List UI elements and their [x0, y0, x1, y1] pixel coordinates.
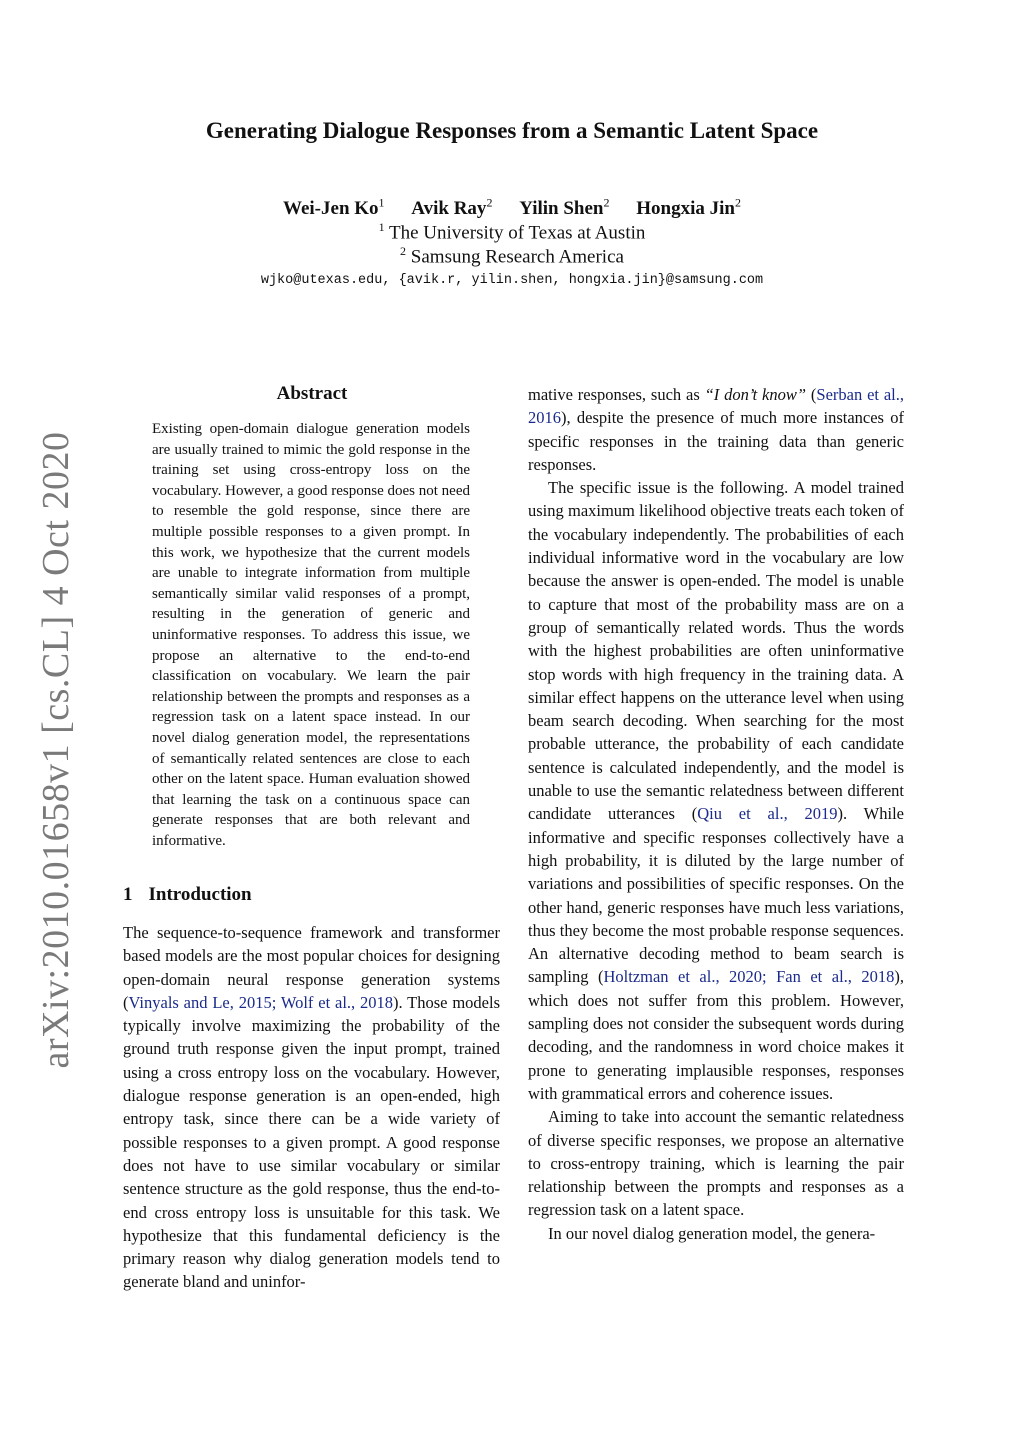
author: Avik Ray$^2$ — [411, 196, 493, 220]
arxiv-identifier: arXiv:2010.01658v1 [cs.CL] 4 Oct 2020 — [35, 431, 77, 1069]
affiliation: $^1$ The University of Texas at Austin — [378, 220, 646, 244]
intro-paragraph: The specific issue is the following. A model trained using maximum likelihood objective treats each token of the vocabulary independently. The probabilities of each individual informative word in the vocabulary are low because the answer is open-ended. The model is unable to capture that most of the probability mass are on a group of semantically related words. Thus the words with the highest probabilities are often uninformative stop words with high frequency in the training data. A similar effect happens on the utterance level when using beam search decoding. When searching for the most probable utterance, the probability of each candidate sentence is calculated independently, and the model is unable to use the semantic relatedness between different candidate utterances (Qiu et al., 2019). While informative and specific responses collectively have a high probability, it is diluted by the large number of variations and possibilities of specific responses. On the other hand, generic responses have much less variations, thus they become the most probable response sequences. An alternative decoding method to beam search is sampling (Holtzman et al., 2020; Fan et al., 2018), which does not suffer from this problem. However, sampling does not consider the subsequent words during decoding, and the randomness in word choice makes it prone to generating implausible responses, responses with grammatical errors and coherence issues. — [528, 478, 905, 1103]
citation-link[interactable]: Vinyals and Le, 2015; Wolf et al., 2018 — [128, 992, 394, 1012]
abstract-heading: Abstract — [276, 383, 348, 404]
abstract-text: Existing open-domain dialogue generation models are usually trained to mimic the gold response in the training set using cross-entropy loss on the vocabulary. However, a good response does not need to resemble the gold response, since there are multiple possible responses to a given prompt. In this work, we hypothesize that the current models are unable to integrate information from multiple semantically similar valid responses of a prompt, resulting in the generation of generic and uninformative responses. To address this issue, we propose an alternative to the end-to-end classification on vocabulary. We learn the pair relationship between the prompts and responses as a regression task on a latent space instead. In our novel dialog generation model, the representations of semantically related sentences are close to each other on the latent space. Human evaluation showed that learning the task on a continuous space can generate responses that are both relevant and informative. — [152, 421, 470, 849]
quoted-response: “I don’t know” — [704, 385, 807, 404]
intro-paragraph-continued: mative responses, such as “I don’t know” (Serban et al., 2016), despite the presence of much more instances of specific responses in the training data than generic responses. — [528, 385, 904, 474]
author-list — [0, 196, 1024, 220]
author: Yilin Shen$^2$ — [519, 196, 610, 220]
left-column — [123, 921, 500, 1294]
intro-paragraph: Aiming to take into account the semantic relatedness of diverse specific responses, we propose an alternative to cross-entropy training, which is learning the pair relationship between the prompts and responses as a regression task on a latent space. — [528, 1107, 904, 1220]
intro-paragraph: In our novel dialog generation model, the genera- — [548, 1223, 876, 1243]
right-column — [528, 383, 904, 1245]
author: Wei-Jen Ko$^1$ — [283, 196, 385, 220]
affiliation: $^2$ Samsung Research America — [400, 244, 624, 268]
paper-title: Generating Dialogue Responses from a Semantic Latent Space — [205, 118, 819, 143]
citation-link[interactable]: Holtzman et al., 2020; Fan et al., 2018 — [603, 967, 895, 987]
citation-link[interactable]: Serban et al., 2016 — [528, 385, 904, 428]
author: Hongxia Jin$^2$ — [636, 196, 741, 220]
section-heading: 1 Introduction — [123, 884, 252, 905]
intro-paragraph: The sequence-to-sequence framework and transformer based models are the most popular choices for designing open-domain neural response generation systems (Vinyals and Le, 2015; Wolf et al., 2018). Those models typically involve maximizing the probability of the ground truth response given the input prompt, trained using a cross entropy loss on the vocabulary. However, dialogue response generation is an open-ended, high entropy task, since there can be a wide variety of possible responses to a given prompt. A good response does not have to use similar vocabulary or similar sentence structure as the gold response, thus the end-to-end cross entropy loss is unsuitable for this task. We hypothesize that this fundamental deficiency is the primary reason why dialog generation models tend to generate bland and uninfor- — [123, 923, 501, 1292]
author-emails: wjko@utexas.edu, {avik.r, yilin.shen, hongxia.jin}@samsung.com — [260, 273, 764, 288]
citation-link[interactable]: Qiu et al., 2019 — [697, 804, 838, 824]
